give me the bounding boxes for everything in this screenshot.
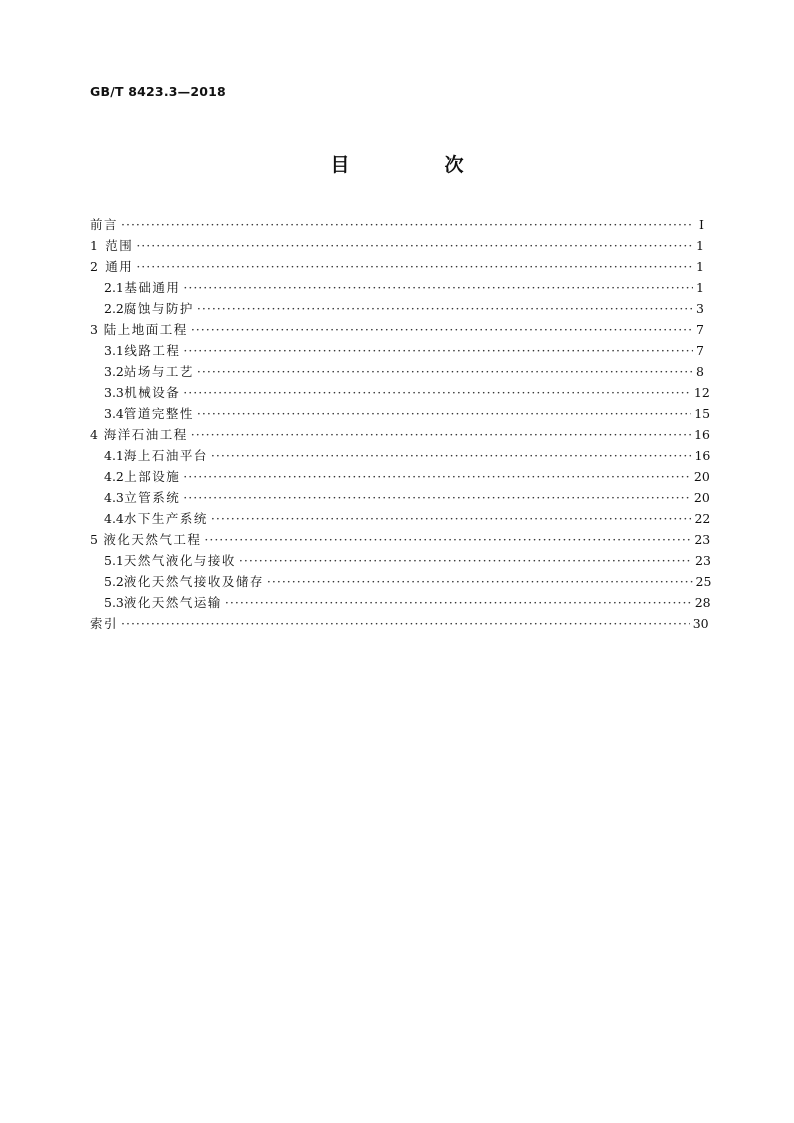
toc-entry-title: 水下生产系统 [123, 511, 208, 526]
toc-entry-page: I [699, 217, 704, 232]
toc-entry-page: 12 [693, 385, 710, 400]
toc-entry-number: 3 [90, 322, 98, 337]
toc-entry[interactable] [90, 215, 704, 236]
toc-entry-page: 7 [696, 322, 704, 337]
toc-entry-page: 22 [694, 511, 711, 526]
toc-leader-dots [183, 385, 691, 400]
toc-entry-title: 管道完整性 [123, 406, 194, 421]
toc-entry-page: 3 [696, 301, 704, 316]
toc-entry[interactable] [90, 236, 704, 257]
toc-leader-dots [191, 322, 693, 337]
toc-entry[interactable] [90, 425, 710, 446]
toc-entry-title: 站场与工艺 [123, 364, 194, 379]
toc-entry-number: 2.2 [104, 301, 124, 316]
toc-entry-page: 1 [696, 259, 704, 274]
toc-entry-number: 4.1 [104, 448, 124, 463]
toc-entry-title: 腐蚀与防护 [123, 301, 194, 316]
toc-leader-dots [183, 490, 691, 505]
toc-entry[interactable] [90, 299, 704, 320]
toc-entry-number: 4.3 [104, 490, 124, 505]
toc-entry-title: 机械设备 [124, 385, 181, 400]
toc-leader-dots [211, 448, 692, 463]
toc-entry-page: 15 [694, 406, 711, 421]
toc-entry-page: 16 [694, 427, 710, 442]
toc-entry-page: 23 [695, 553, 711, 568]
toc-entry-page: 20 [693, 490, 710, 505]
toc-entry[interactable] [90, 278, 704, 299]
toc-entry-page: 25 [695, 574, 712, 589]
toc-leader-dots [204, 532, 691, 547]
toc-entry-number: 4 [90, 427, 98, 442]
toc-leader-dots [239, 553, 692, 568]
toc-entry-title: 基础通用 [124, 280, 181, 295]
toc-entry-title: 液化天然气工程 [103, 532, 202, 547]
toc-leader-dots [197, 364, 693, 379]
toc-entry[interactable] [90, 572, 712, 593]
toc-entry[interactable] [90, 341, 704, 362]
toc-entry-page: 20 [693, 469, 710, 484]
toc-entry[interactable] [90, 320, 704, 341]
toc-leader-dots [191, 427, 691, 442]
toc-entry[interactable] [90, 530, 711, 551]
toc-entry-title: 液化天然气接收及储存 [123, 574, 264, 589]
toc-entry-page: 23 [694, 532, 711, 547]
toc-entry-page: 8 [696, 364, 704, 379]
toc-entry-number: 2 [90, 259, 98, 274]
toc-leader-dots [183, 280, 693, 295]
toc-entry[interactable] [90, 383, 710, 404]
toc-entry-page: 28 [694, 595, 711, 610]
toc-entry-title: 通用 [105, 259, 134, 274]
toc-leader-dots [267, 574, 693, 589]
toc-entry-number: 3.3 [104, 385, 124, 400]
toc-leader-dots [183, 343, 693, 358]
page-title: 目 次 [330, 154, 502, 176]
toc-entry-number: 2.1 [104, 280, 124, 295]
toc-leader-dots [197, 301, 693, 316]
toc-entry[interactable] [90, 509, 711, 530]
toc-leader-dots [136, 259, 693, 274]
toc-entry-page: 1 [696, 238, 704, 253]
toc-entry-title: 线路工程 [124, 343, 181, 358]
toc-entry[interactable] [90, 488, 710, 509]
toc-leader-dots [225, 595, 692, 610]
toc-entry[interactable] [90, 404, 711, 425]
toc-entry-title: 立管系统 [124, 490, 181, 505]
toc-entry-title: 海洋石油工程 [103, 427, 188, 442]
toc-entry-page: 1 [696, 280, 704, 295]
toc-entry-page: 7 [696, 343, 704, 358]
toc-leader-dots [211, 511, 692, 526]
toc-leader-dots [136, 238, 693, 253]
toc-entry-title: 索引 [90, 616, 119, 631]
toc-entry[interactable] [90, 467, 710, 488]
toc-entry-title: 前言 [90, 217, 119, 232]
toc-entry[interactable] [90, 551, 711, 572]
toc-entry-title: 液化天然气运输 [123, 595, 222, 610]
toc-entry-number: 1 [90, 238, 98, 253]
toc-entry-number: 3.4 [104, 406, 124, 421]
toc-leader-dots [183, 469, 691, 484]
toc-entry[interactable] [90, 257, 704, 278]
toc-entry-number: 3.2 [104, 364, 124, 379]
toc-entry-number: 5.1 [104, 553, 124, 568]
toc-entry[interactable] [90, 614, 709, 635]
toc-entry-page: 16 [694, 448, 711, 463]
document-code: GB/T 8423.3—2018 [90, 84, 226, 99]
toc-entry-number: 5.2 [104, 574, 124, 589]
toc-entry-number: 4.4 [104, 511, 124, 526]
toc-entry[interactable] [90, 446, 711, 467]
toc-entry-title: 海上石油平台 [123, 448, 208, 463]
toc-entry-page: 30 [692, 616, 709, 631]
toc-entry-title: 陆上地面工程 [103, 322, 188, 337]
toc-entry-number: 5 [90, 532, 98, 547]
toc-entry-number: 5.3 [104, 595, 124, 610]
toc-leader-dots [121, 616, 690, 631]
toc-entry-title: 范围 [105, 238, 134, 253]
toc-leader-dots [197, 406, 691, 421]
toc-entry[interactable] [90, 593, 711, 614]
table-of-contents [90, 215, 712, 635]
toc-leader-dots [121, 217, 693, 232]
toc-entry-number: 4.2 [104, 469, 124, 484]
toc-entry-title: 天然气液化与接收 [123, 553, 236, 568]
toc-entry-number: 3.1 [104, 343, 124, 358]
toc-entry[interactable] [90, 362, 704, 383]
toc-entry-title: 上部设施 [124, 469, 181, 484]
